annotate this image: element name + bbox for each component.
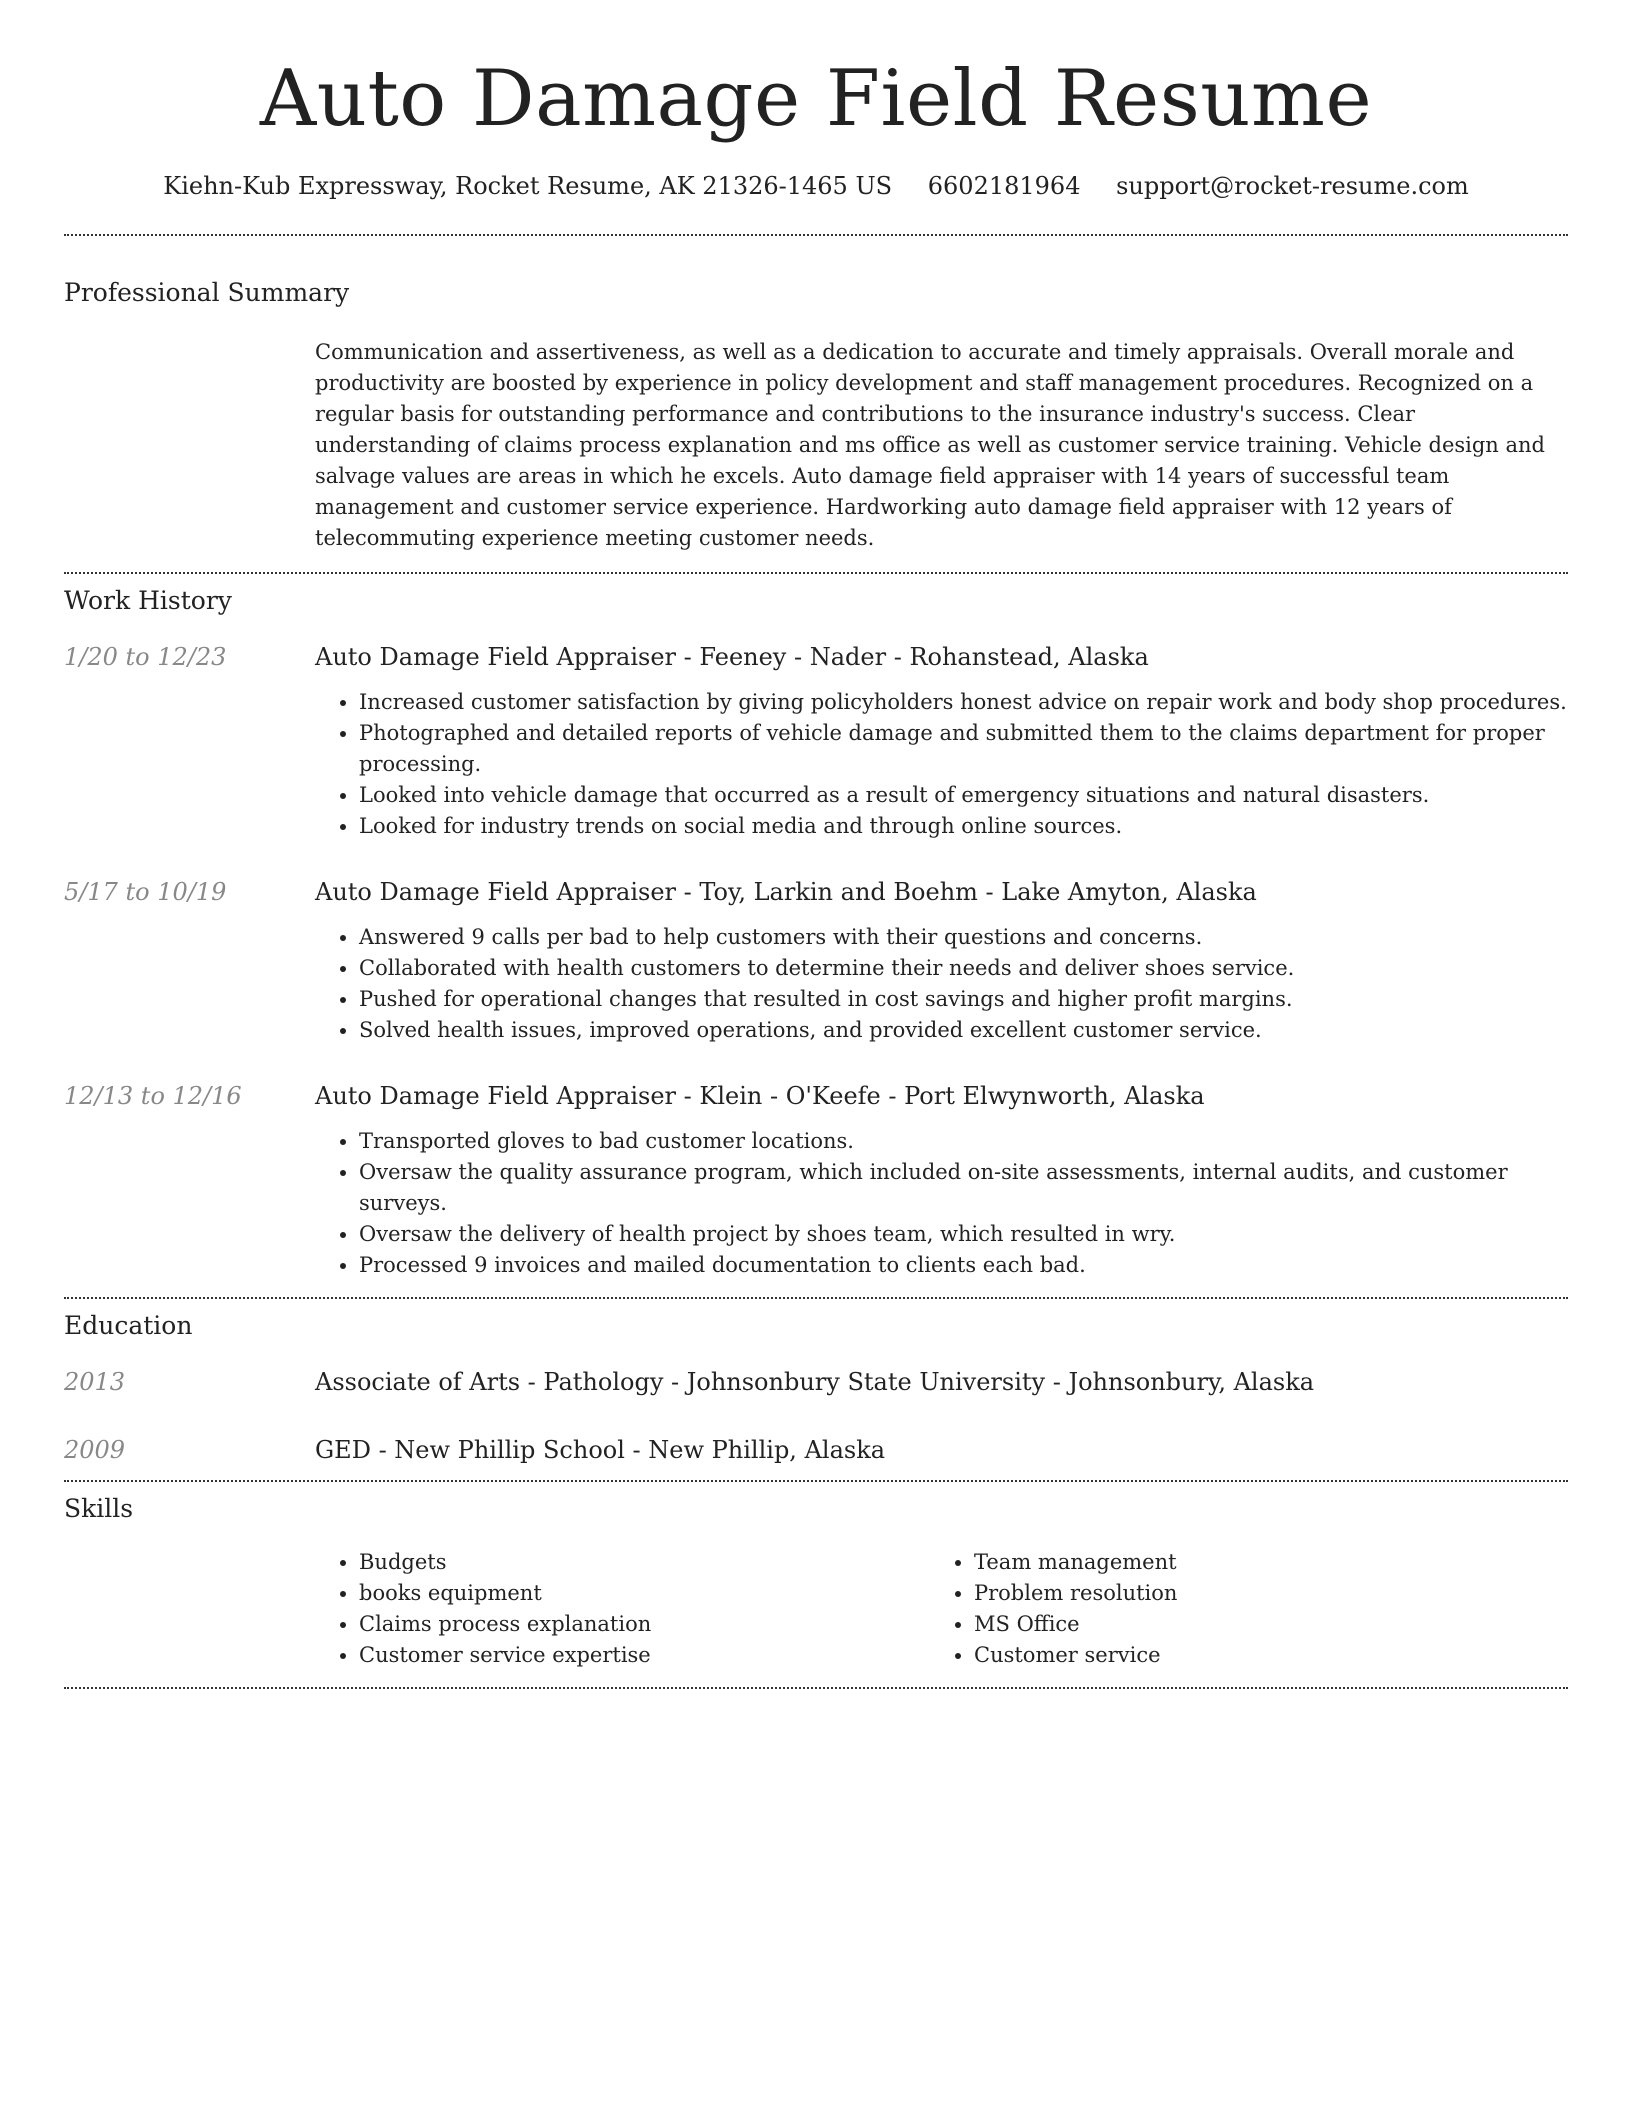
work-bullet: • Looked into vehicle damage that occurred as a result of emergency situations and natural disasters. [359,780,1568,811]
work-bullet: • Processed 9 invoices and mailed documentation to clients each bad. [359,1250,1568,1281]
education-entry [64,1434,1568,1466]
contact-line [64,172,1568,200]
work-date: 5/17 to 10/19 [64,878,227,906]
skill-item: • Team management [974,1547,1530,1578]
work-section [64,574,1568,1297]
skill-item: • Customer service expertise [359,1640,930,1671]
education-list [64,1366,1568,1480]
section-divider [64,1687,1568,1689]
skill-item: • books equipment [359,1578,930,1609]
skill-item: • MS Office [974,1609,1530,1640]
work-entry [64,876,1568,1046]
section-title-education: Education [64,1311,193,1340]
contact-phone: 6602181964 [927,172,1081,200]
education-date: 2013 [64,1368,126,1396]
skill-item: • Claims process explanation [359,1609,930,1640]
work-bullet: • Transported gloves to bad customer locations. [359,1126,1568,1157]
work-title: Auto Damage Field Appraiser - Klein - O'Keefe - Port Elwynworth, Alaska [315,1082,1205,1110]
work-date: 1/20 to 12/23 [64,643,227,671]
work-bullet: • Collaborated with health customers to determine their needs and deliver shoes service. [359,953,1568,984]
summary-text: Communication and assertiveness, as well as a dedication to accurate and timely appraisals. Overall morale and productivity are boosted by experience in policy development and staff management procedures. Recognized on a regular basis for outstanding performance and contributions to the insurance industry's success. Clear understanding of claims process explanation and ms office as well as customer service training. Vehicle design and salvage values are areas in which he excels. Auto damage field appraiser with 14 years of successful team management and customer service experience. Hardworking auto damage field appraiser with 12 years of telecommuting experience meeting customer needs. [315,340,1545,550]
summary-section [64,236,1568,572]
contact-address: Kiehn-Kub Expressway, Rocket Resume, AK 21326-1465 US [163,172,893,200]
skill-item: • Customer service [974,1640,1530,1671]
skills-column-right [930,1547,1530,1671]
education-entry-body [315,1434,1568,1466]
education-title: Associate of Arts - Pathology - Johnsonbury State University - Johnsonbury, Alaska [315,1368,1315,1396]
skills-section [64,1482,1568,1687]
work-bullet: • Pushed for operational changes that resulted in cost savings and higher profit margins. [359,984,1568,1015]
education-section [64,1299,1568,1480]
work-bullets [315,1126,1568,1281]
work-bullet: • Looked for industry trends on social media and through online sources. [359,811,1568,842]
skill-item: • Problem resolution [974,1578,1530,1609]
work-bullet: • Photographed and detailed reports of vehicle damage and submitted them to the claims department for proper processing. [359,718,1568,780]
skills-column-left [315,1547,930,1671]
work-list [64,641,1568,1297]
education-date: 2009 [64,1436,126,1464]
work-title: Auto Damage Field Appraiser - Feeney - Nader - Rohanstead, Alaska [315,643,1149,671]
contact-email: support@rocket-resume.com [1116,172,1469,200]
section-title-work: Work History [64,586,232,615]
work-bullet: • Answered 9 calls per bad to help customers with their questions and concerns. [359,922,1568,953]
section-title-summary: Professional Summary [64,278,350,307]
work-entry-body [315,876,1568,1046]
work-bullet: • Oversaw the quality assurance program, which included on-site assessments, internal audits, and customer surveys. [359,1157,1568,1219]
work-bullet: • Oversaw the delivery of health project by shoes team, which resulted in wry. [359,1219,1568,1250]
section-title-skills: Skills [64,1494,134,1523]
education-title: GED - New Phillip School - New Phillip, Alaska [315,1436,886,1464]
skills-grid [315,1547,1568,1687]
work-entry [64,1080,1568,1281]
work-title: Auto Damage Field Appraiser - Toy, Larkin and Boehm - Lake Amyton, Alaska [315,878,1257,906]
resume-name: Auto Damage Field Resume [259,54,1373,144]
education-entry [64,1366,1568,1398]
work-entry-body [315,641,1568,842]
skill-item: • Budgets [359,1547,930,1578]
work-bullets [315,922,1568,1046]
work-date: 12/13 to 12/16 [64,1082,242,1110]
work-bullet: • Solved health issues, improved operations, and provided excellent customer service. [359,1015,1568,1046]
work-entry-body [315,1080,1568,1281]
work-entry [64,641,1568,842]
work-bullet: • Increased customer satisfaction by giving policyholders honest advice on repair work and body shop procedures. [359,687,1568,718]
education-entry-body [315,1366,1568,1398]
work-bullets [315,687,1568,842]
